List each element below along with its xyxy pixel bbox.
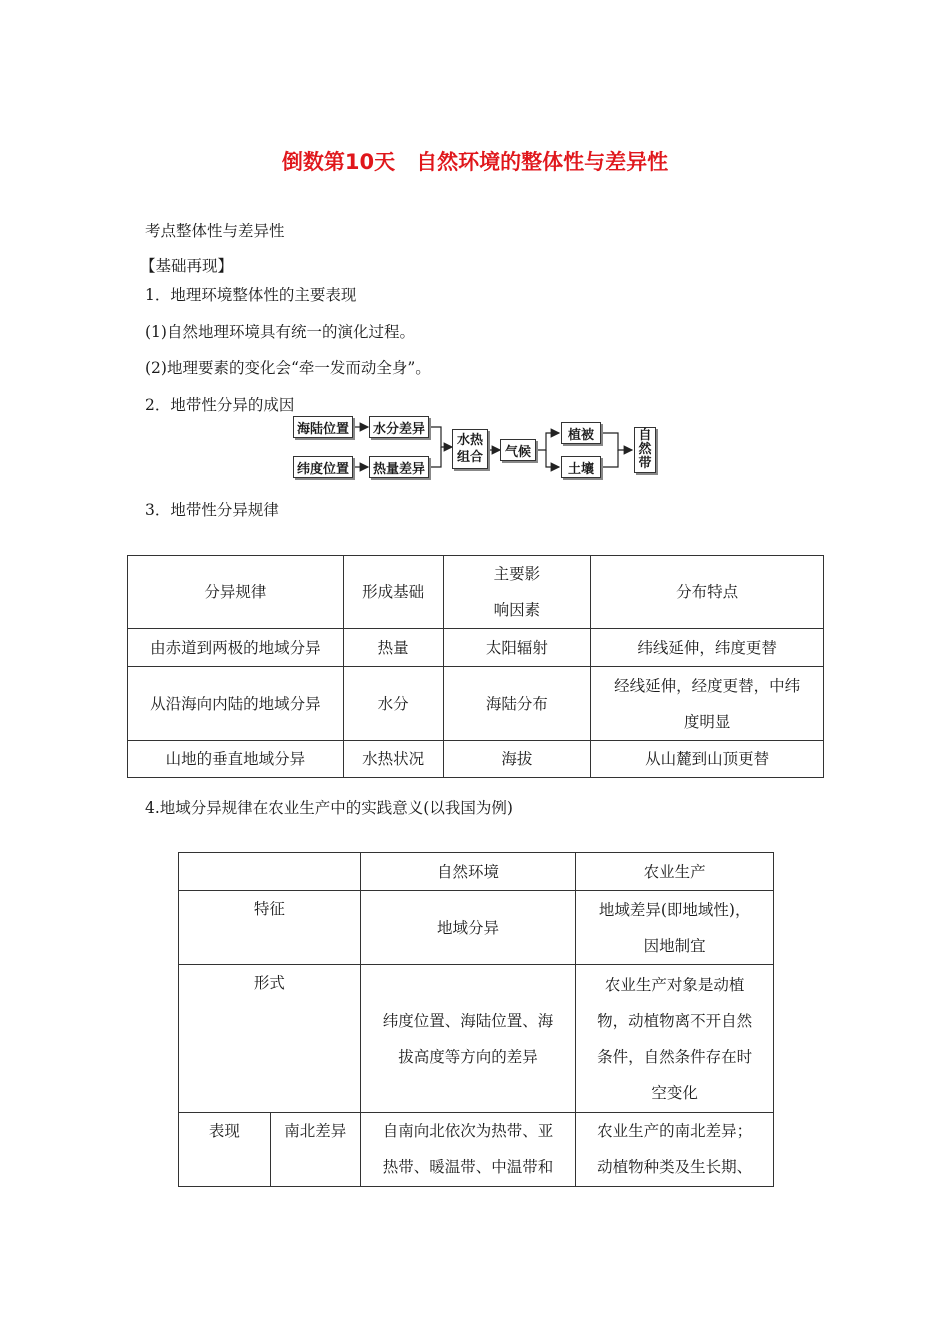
header-basis: 形成基础 [343, 556, 443, 629]
table-row [179, 891, 774, 965]
header-natural-environment: 自然环境 [360, 853, 576, 891]
paragraph-2: (2)地理要素的变化会“牵一发而动全身”。 [145, 359, 431, 377]
paragraph-1: (1)自然地理环境具有统一的演化过程。 [145, 323, 415, 341]
cell-form-agri-line3: 条件，自然条件存在时 [597, 1047, 753, 1066]
cell-expression-agri-line1: 农业生产的南北差异； [597, 1122, 753, 1140]
header-factor-line1: 主要影 [493, 565, 541, 583]
heading-3: 3．地带性分异规律 [145, 501, 279, 519]
agriculture-table [178, 852, 774, 1187]
cell-feature-agri [576, 891, 774, 965]
cell-form-natural-line1: 纬度位置、海陆位置、海 [382, 1011, 554, 1030]
cell-distribution: 从山麓到山顶更替 [591, 741, 824, 778]
row-sublabel-north-south: 南北差异 [270, 1113, 360, 1187]
table-row [128, 741, 824, 778]
page-title: 倒数第10天 自然环境的整体性与差异性 [281, 150, 669, 174]
cell-form-natural [360, 965, 576, 1113]
table-row [179, 1113, 774, 1187]
row-label-feature: 特征 [179, 891, 361, 965]
cell-factor: 太阳辐射 [443, 629, 591, 667]
cell-basis: 热量 [343, 629, 443, 667]
header-law: 分异规律 [128, 556, 344, 629]
box-heat-difference: 热量差异 [369, 456, 429, 478]
box-latitude-position: 纬度位置 [293, 456, 353, 478]
cell-distribution: 纬线延伸，纬度更替 [591, 629, 824, 667]
cell-expression-agri-line2: 动植物种类及生长期、 [597, 1158, 753, 1176]
cell-factor: 海陆分布 [443, 667, 591, 741]
cell-distribution-line1: 经线延伸，经度更替，中纬 [614, 676, 801, 695]
box-natural-zone-c3: 带 [638, 456, 652, 471]
row-label-expression: 表现 [179, 1113, 271, 1187]
box-moisture-difference: 水分差异 [369, 416, 429, 438]
box-water-heat-combination [452, 429, 488, 469]
cell-feature-natural: 地域分异 [360, 891, 576, 965]
cell-expression-natural-line2: 热带、暖温带、中温带和 [382, 1158, 554, 1176]
table-row [128, 629, 824, 667]
table-row [179, 965, 774, 1113]
cell-expression-agri [576, 1113, 774, 1187]
cell-feature-agri-line2: 因地制宜 [643, 936, 706, 955]
zonal-law-table [127, 555, 824, 778]
cell-factor: 海拔 [443, 741, 591, 778]
heading-1: 1．地理环境整体性的主要表现 [145, 286, 357, 304]
cell-distribution [591, 667, 824, 741]
section-label: 【基础再现】 [140, 257, 234, 275]
cell-distribution-line2: 度明显 [683, 712, 731, 731]
header-blank [179, 853, 361, 891]
cell-law: 由赤道到两极的地域分异 [128, 629, 344, 667]
header-factor-line2: 响因素 [493, 601, 541, 619]
cell-law: 山地的垂直地域分异 [128, 741, 344, 778]
header-distribution: 分布特点 [591, 556, 824, 629]
cell-basis: 水分 [343, 667, 443, 741]
header-factor [443, 556, 591, 629]
cell-feature-agri-line1: 地域差异(即地域性)， [598, 900, 751, 919]
topic-line: 考点整体性与差异性 [145, 222, 285, 240]
box-natural-zone [634, 427, 656, 473]
box-water-heat-line1: 水热 [456, 433, 483, 448]
box-water-heat-line2: 组合 [456, 450, 483, 465]
box-natural-zone-c1: 自 [638, 428, 652, 443]
heading-4: 4.地域分异规律在农业生产中的实践意义(以我国为例) [145, 799, 513, 817]
table-header-row [179, 853, 774, 891]
cell-basis: 水热状况 [343, 741, 443, 778]
table-header-row [128, 556, 824, 629]
cell-expression-natural-line1: 自南向北依次为热带、亚 [382, 1122, 554, 1140]
row-label-form: 形式 [179, 965, 361, 1113]
cell-law: 从沿海向内陆的地域分异 [128, 667, 344, 741]
header-agricultural-production: 农业生产 [576, 853, 774, 891]
heading-2: 2．地带性分异的成因 [145, 396, 295, 414]
cell-expression-natural [360, 1113, 576, 1187]
table-row [128, 667, 824, 741]
cell-form-agri-line2: 物，动植物离不开自然 [597, 1011, 753, 1030]
box-natural-zone-c2: 然 [638, 442, 652, 457]
box-land-sea-position: 海陆位置 [293, 416, 353, 438]
cell-form-agri [576, 965, 774, 1113]
box-soil: 土壤 [561, 456, 601, 478]
cell-form-natural-line2: 拔高度等方向的差异 [398, 1047, 538, 1066]
box-climate: 气候 [500, 439, 536, 461]
box-vegetation: 植被 [561, 422, 601, 444]
cell-form-agri-line1: 农业生产对象是动植 [604, 975, 745, 994]
cell-form-agri-line4: 空变化 [651, 1083, 698, 1102]
